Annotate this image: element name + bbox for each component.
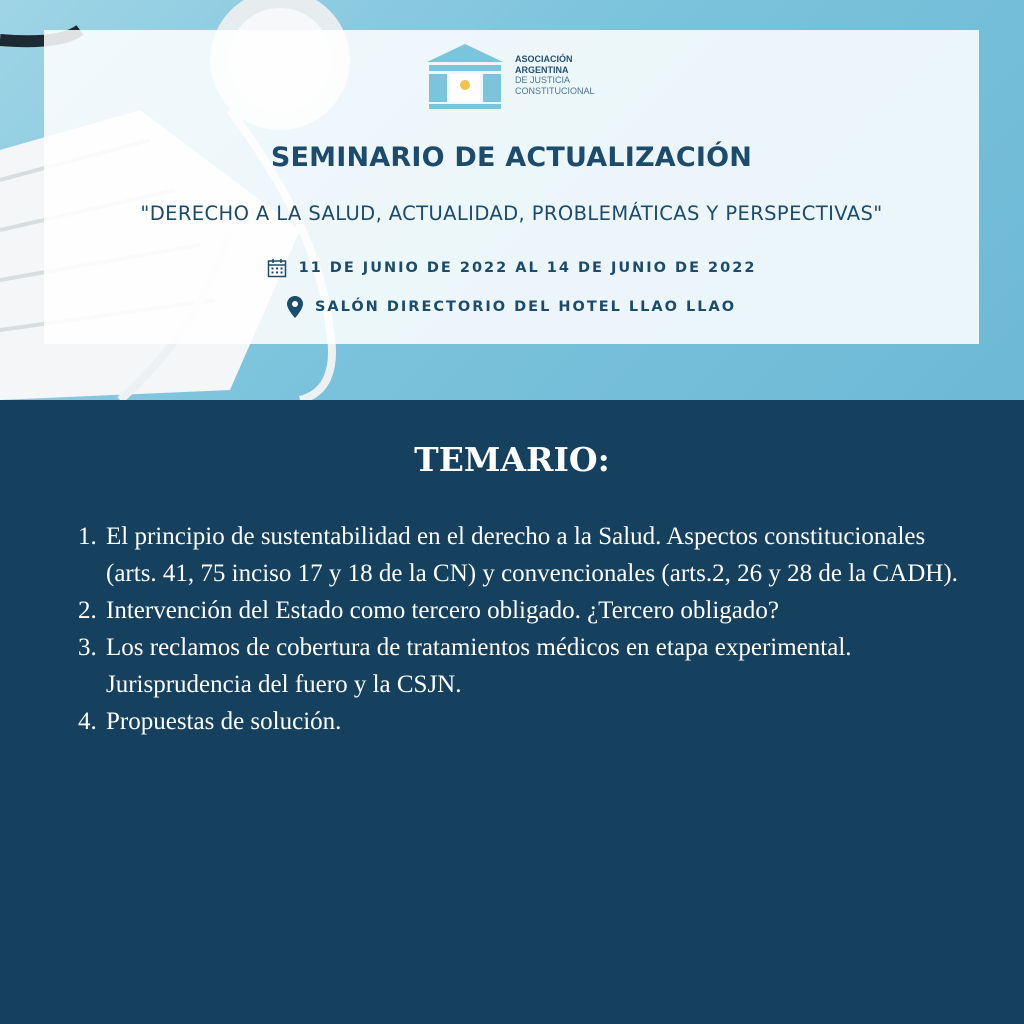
header-background-photo: [0, 0, 1024, 400]
temario-heading: TEMARIO:: [414, 440, 610, 479]
organization-logo: [427, 44, 627, 110]
list-item: [78, 592, 978, 629]
list-item-text: Propuestas de solución.: [106, 708, 342, 735]
org-name-line-1: ASOCIACIÓN: [515, 54, 573, 64]
list-item-text: Los reclamos de cobertura de tratamientos médicos en etapa experimental. Jurisprudencia del fuero y la CSJN.: [106, 634, 852, 698]
list-item-number: 3.: [78, 634, 97, 661]
location-pin-icon: [287, 296, 303, 318]
list-item: [78, 518, 978, 592]
list-item-text: El principio de sustentabilidad en el derecho a la Salud. Aspectos constitucionales (arts. 41, 75 inciso 17 y 18 de la CN) y convencionales (arts.2, 26 y 28 de la CADH).: [106, 523, 958, 587]
org-name-line-2: ARGENTINA: [515, 64, 569, 75]
list-item: [78, 703, 978, 740]
list-item: [78, 629, 978, 703]
topics-list: [78, 518, 978, 740]
org-name-line-3: DE JUSTICIA: [515, 75, 571, 85]
event-info-card: [44, 30, 979, 344]
event-date-text: 11 DE JUNIO DE 2022 AL 14 DE JUNIO DE 2022: [298, 260, 757, 276]
event-location-text: SALÓN DIRECTORIO DEL HOTEL LLAO LLAO: [314, 299, 737, 315]
list-item-text: Intervención del Estado como tercero obligado. ¿Tercero obligado?: [106, 597, 779, 624]
list-item-number: 2.: [78, 597, 97, 624]
list-item-number: 4.: [78, 708, 97, 735]
seminar-title: SEMINARIO DE ACTUALIZACIÓN: [270, 142, 753, 173]
calendar-icon: [267, 258, 287, 278]
organization-name: [515, 54, 635, 96]
org-name-line-4: CONSTITUCIONAL: [515, 85, 595, 96]
event-location-row: [44, 296, 979, 318]
courthouse-logo-icon: [427, 44, 507, 110]
seminar-subtitle: "DERECHO A LA SALUD, ACTUALIDAD, PROBLEMÁTICAS Y PERSPECTIVAS": [140, 202, 883, 225]
list-item-number: 1.: [78, 523, 97, 550]
event-date-row: [44, 258, 979, 278]
